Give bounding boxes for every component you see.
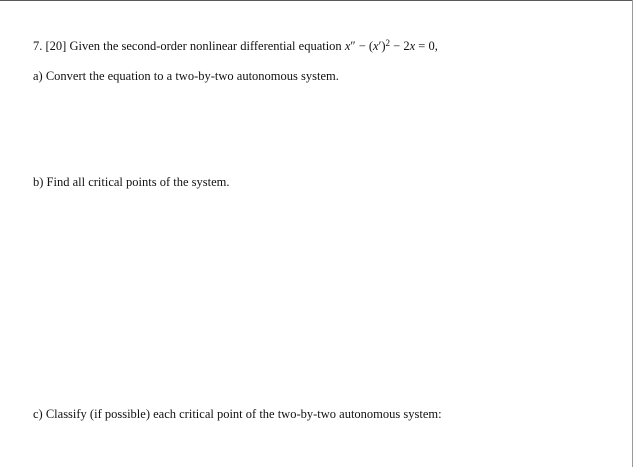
part-a-prompt: a) Convert the equation to a two-by-two autonomous system. [33, 69, 339, 83]
part-b-prompt: b) Find all critical points of the system. [33, 175, 230, 189]
question-text: 7. [20] Given the second-order nonlinear differential equation [33, 39, 345, 53]
top-border [0, 0, 633, 1]
part-c-prompt: c) Classify (if possible) each critical point of the two-by-two autonomous system: [33, 407, 442, 421]
differential-equation: $x'' - (x')^2 - 2x = 0$ [344, 38, 435, 53]
question-title [33, 39, 438, 54]
equation-punctuation: , [434, 39, 438, 53]
